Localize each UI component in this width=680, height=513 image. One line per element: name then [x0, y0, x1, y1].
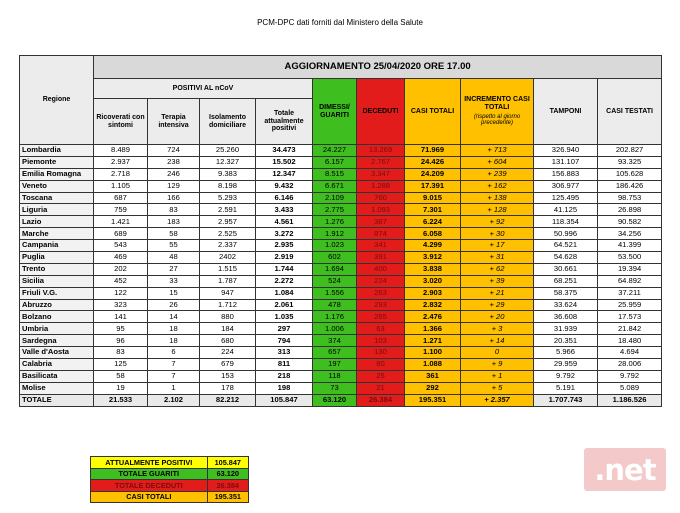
cell-ricoverati: 96: [94, 335, 148, 347]
table-row: [20, 382, 662, 394]
cell-isolamento: 9.383: [200, 168, 256, 180]
cell-incremento: + 20: [461, 311, 534, 323]
cell-deceduti: 387: [357, 216, 405, 228]
cell-casi-totali: 71.969: [405, 145, 461, 157]
cell-totale-positivi: 12.347: [256, 168, 313, 180]
cell-incremento: + 62: [461, 263, 534, 275]
summary-value: 105.847: [207, 457, 248, 469]
cell-deceduti: 25: [357, 370, 405, 382]
cell-totale-positivi: 15.502: [256, 156, 313, 168]
header-incremento: [461, 79, 534, 145]
cell-isolamento: 1.515: [200, 263, 256, 275]
table-row: [20, 275, 662, 287]
cell-incremento: + 21: [461, 287, 534, 299]
cell-terapia: 238: [148, 156, 200, 168]
summary-label: TOTALE GUARITI: [91, 468, 208, 480]
cell-isolamento: 1.787: [200, 275, 256, 287]
table-row: [20, 335, 662, 347]
cell-incremento: + 128: [461, 204, 534, 216]
cell-terapia: 183: [148, 216, 200, 228]
cell-terapia: 14: [148, 311, 200, 323]
cell-terapia: 26: [148, 299, 200, 311]
cell-dimessi: 197: [313, 359, 357, 371]
cell-totale-positivi: 811: [256, 359, 313, 371]
cell-casi-testati: 105.628: [598, 168, 662, 180]
cell-isolamento: 2.957: [200, 216, 256, 228]
source-caption: PCM-DPC dati forniti dal Ministero della Salute: [257, 18, 423, 27]
cell-isolamento: 82.212: [200, 394, 256, 406]
table-row: [20, 240, 662, 252]
cell-ricoverati: 141: [94, 311, 148, 323]
cell-tamponi: 5.966: [534, 347, 598, 359]
cell-casi-testati: 98.753: [598, 192, 662, 204]
cell-dimessi: 63.120: [313, 394, 357, 406]
cell-casi-testati: 41.399: [598, 240, 662, 252]
cell-tamponi: 29.959: [534, 359, 598, 371]
header-tamponi: TAMPONI: [534, 79, 598, 145]
cell-tamponi: 306.977: [534, 180, 598, 192]
cell-casi-totali: 3.020: [405, 275, 461, 287]
header-isolamento: Isolamento domiciliare: [200, 99, 256, 145]
cell-dimessi: 6.671: [313, 180, 357, 192]
cell-terapia: 7: [148, 370, 200, 382]
cell-terapia: 48: [148, 252, 200, 264]
cell-ricoverati: 125: [94, 359, 148, 371]
cell-terapia: 33: [148, 275, 200, 287]
cell-deceduti: 3.347: [357, 168, 405, 180]
header-dimessi: DIMESSI/ GUARITI: [313, 79, 357, 145]
cell-ricoverati: 2.718: [94, 168, 148, 180]
cell-casi-totali: 195.351: [405, 394, 461, 406]
cell-dimessi: 1.694: [313, 263, 357, 275]
cell-ricoverati: 469: [94, 252, 148, 264]
cell-incremento: + 1: [461, 370, 534, 382]
cell-casi-testati: 93.325: [598, 156, 662, 168]
cell-casi-testati: 4.694: [598, 347, 662, 359]
cell-totale-positivi: 1.084: [256, 287, 313, 299]
cell-totale-positivi: 3.272: [256, 228, 313, 240]
cell-regione: Lombardia: [20, 145, 94, 157]
table-row: [20, 263, 662, 275]
cell-casi-testati: 64.892: [598, 275, 662, 287]
header-ricoverati: Ricoverati con sintomi: [94, 99, 148, 145]
cell-terapia: 724: [148, 145, 200, 157]
cell-ricoverati: 2.937: [94, 156, 148, 168]
cell-ricoverati: 202: [94, 263, 148, 275]
covid-regions-table: [19, 55, 662, 407]
cell-ricoverati: 122: [94, 287, 148, 299]
cell-tamponi: 64.521: [534, 240, 598, 252]
cell-casi-totali: 1.088: [405, 359, 461, 371]
cell-totale-positivi: 105.847: [256, 394, 313, 406]
cell-totale-positivi: 1.035: [256, 311, 313, 323]
cell-tamponi: 41.125: [534, 204, 598, 216]
summary-table: [90, 456, 249, 503]
cell-regione: Bolzano: [20, 311, 94, 323]
table-body: [20, 145, 662, 407]
cell-dimessi: 6.157: [313, 156, 357, 168]
cell-ricoverati: 1.105: [94, 180, 148, 192]
cell-ricoverati: 8.489: [94, 145, 148, 157]
cell-isolamento: 2402: [200, 252, 256, 264]
cell-ricoverati: 21.533: [94, 394, 148, 406]
cell-totale-positivi: 313: [256, 347, 313, 359]
cell-isolamento: 1.712: [200, 299, 256, 311]
cell-regione: Molise: [20, 382, 94, 394]
cell-casi-testati: 202.827: [598, 145, 662, 157]
cell-terapia: 246: [148, 168, 200, 180]
table-total-row: [20, 394, 662, 406]
header-incremento-sub: (rispetto al giorno precedente): [473, 113, 521, 127]
table-title: AGGIORNAMENTO 25/04/2020 ORE 17.00: [94, 56, 662, 79]
cell-deceduti: 760: [357, 192, 405, 204]
cell-casi-testati: 9.792: [598, 370, 662, 382]
cell-terapia: 1: [148, 382, 200, 394]
cell-totale-positivi: 2.935: [256, 240, 313, 252]
cell-isolamento: 8.198: [200, 180, 256, 192]
cell-incremento: + 9: [461, 359, 534, 371]
cell-regione: Basilicata: [20, 370, 94, 382]
cell-incremento: + 5: [461, 382, 534, 394]
cell-regione: Friuli V.G.: [20, 287, 94, 299]
cell-dimessi: 1.912: [313, 228, 357, 240]
cell-casi-testati: 26.898: [598, 204, 662, 216]
cell-casi-totali: 361: [405, 370, 461, 382]
cell-casi-testati: 90.582: [598, 216, 662, 228]
cell-deceduti: 874: [357, 228, 405, 240]
cell-totale-positivi: 9.432: [256, 180, 313, 192]
cell-dimessi: 73: [313, 382, 357, 394]
cell-casi-totali: 292: [405, 382, 461, 394]
cell-casi-testati: 186.426: [598, 180, 662, 192]
cell-dimessi: 524: [313, 275, 357, 287]
table-row: [20, 180, 662, 192]
cell-terapia: 58: [148, 228, 200, 240]
cell-deceduti: 13.269: [357, 145, 405, 157]
cell-deceduti: 293: [357, 299, 405, 311]
header-casi-testati: CASI TESTATI: [598, 79, 662, 145]
table-row: [20, 311, 662, 323]
cell-ricoverati: 1.421: [94, 216, 148, 228]
cell-terapia: 83: [148, 204, 200, 216]
cell-incremento: + 604: [461, 156, 534, 168]
summary-row-guariti: [91, 468, 249, 480]
cell-casi-totali: 2.832: [405, 299, 461, 311]
cell-regione: Umbria: [20, 323, 94, 335]
cell-casi-totali: 2.903: [405, 287, 461, 299]
cell-dimessi: 657: [313, 347, 357, 359]
cell-ricoverati: 323: [94, 299, 148, 311]
cell-regione: Calabria: [20, 359, 94, 371]
table-row: [20, 192, 662, 204]
cell-tamponi: 68.251: [534, 275, 598, 287]
cell-isolamento: 12.327: [200, 156, 256, 168]
cell-tamponi: 33.624: [534, 299, 598, 311]
table-row: [20, 359, 662, 371]
cell-regione: Marche: [20, 228, 94, 240]
cell-isolamento: 178: [200, 382, 256, 394]
cell-ricoverati: 58: [94, 370, 148, 382]
cell-isolamento: 2.591: [200, 204, 256, 216]
cell-terapia: 166: [148, 192, 200, 204]
cell-tamponi: 118.354: [534, 216, 598, 228]
cell-ricoverati: 759: [94, 204, 148, 216]
cell-regione: Valle d'Aosta: [20, 347, 94, 359]
cell-totale-positivi: 2.272: [256, 275, 313, 287]
cell-regione: Sardegna: [20, 335, 94, 347]
cell-totale-positivi: 34.473: [256, 145, 313, 157]
cell-isolamento: 679: [200, 359, 256, 371]
cell-terapia: 18: [148, 323, 200, 335]
cell-totale-positivi: 2.061: [256, 299, 313, 311]
cell-incremento: + 3: [461, 323, 534, 335]
cell-tamponi: 54.628: [534, 252, 598, 264]
cell-incremento: + 29: [461, 299, 534, 311]
cell-dimessi: 1.556: [313, 287, 357, 299]
cell-deceduti: 391: [357, 252, 405, 264]
table-row: [20, 347, 662, 359]
table-row: [20, 145, 662, 157]
cell-ricoverati: 83: [94, 347, 148, 359]
cell-deceduti: 400: [357, 263, 405, 275]
cell-deceduti: 26.384: [357, 394, 405, 406]
table-row: [20, 204, 662, 216]
cell-tamponi: 326.940: [534, 145, 598, 157]
cell-regione: Toscana: [20, 192, 94, 204]
cell-dimessi: 374: [313, 335, 357, 347]
cell-terapia: 15: [148, 287, 200, 299]
cell-deceduti: 1.093: [357, 204, 405, 216]
cell-casi-testati: 18.480: [598, 335, 662, 347]
cell-deceduti: 80: [357, 359, 405, 371]
cell-dimessi: 118: [313, 370, 357, 382]
cell-dimessi: 2.775: [313, 204, 357, 216]
cell-ricoverati: 95: [94, 323, 148, 335]
cell-casi-testati: 53.500: [598, 252, 662, 264]
cell-isolamento: 184: [200, 323, 256, 335]
cell-tamponi: 131.107: [534, 156, 598, 168]
cell-deceduti: 103: [357, 335, 405, 347]
cell-incremento: + 239: [461, 168, 534, 180]
cell-casi-totali: 17.391: [405, 180, 461, 192]
cell-deceduti: 341: [357, 240, 405, 252]
cell-totale-positivi: 4.561: [256, 216, 313, 228]
cell-incremento: + 14: [461, 335, 534, 347]
cell-regione: Liguria: [20, 204, 94, 216]
cell-incremento: + 92: [461, 216, 534, 228]
cell-totale-positivi: 1.744: [256, 263, 313, 275]
cell-dimessi: 478: [313, 299, 357, 311]
cell-casi-testati: 37.211: [598, 287, 662, 299]
cell-terapia: 129: [148, 180, 200, 192]
cell-dimessi: 1.276: [313, 216, 357, 228]
table-row: [20, 252, 662, 264]
cell-incremento: + 31: [461, 252, 534, 264]
table-row: [20, 228, 662, 240]
cell-totale-positivi: 198: [256, 382, 313, 394]
cell-deceduti: 21: [357, 382, 405, 394]
cell-incremento: + 39: [461, 275, 534, 287]
cell-regione: Campania: [20, 240, 94, 252]
cell-casi-testati: 17.573: [598, 311, 662, 323]
header-casi-totali: CASI TOTALI: [405, 79, 461, 145]
cell-regione: Trento: [20, 263, 94, 275]
cell-terapia: 7: [148, 359, 200, 371]
cell-casi-totali: 3.838: [405, 263, 461, 275]
cell-isolamento: 5.293: [200, 192, 256, 204]
cell-isolamento: 680: [200, 335, 256, 347]
cell-deceduti: 263: [357, 287, 405, 299]
cell-tamponi: 9.792: [534, 370, 598, 382]
cell-ricoverati: 19: [94, 382, 148, 394]
cell-isolamento: 947: [200, 287, 256, 299]
cell-casi-totali: 4.299: [405, 240, 461, 252]
summary-label: ATTUALMENTE POSITIVI: [91, 457, 208, 469]
table-row: [20, 287, 662, 299]
cell-deceduti: 1.288: [357, 180, 405, 192]
cell-isolamento: 2.337: [200, 240, 256, 252]
cell-dimessi: 1.023: [313, 240, 357, 252]
cell-ricoverati: 543: [94, 240, 148, 252]
summary-row-positivi: [91, 457, 249, 469]
cell-casi-testati: 34.256: [598, 228, 662, 240]
table-row: [20, 370, 662, 382]
cell-terapia: 27: [148, 263, 200, 275]
cell-isolamento: 880: [200, 311, 256, 323]
cell-casi-totali: 1.100: [405, 347, 461, 359]
cell-isolamento: 2.525: [200, 228, 256, 240]
header-positivi: POSITIVI AL nCoV: [94, 79, 313, 99]
cell-incremento: + 162: [461, 180, 534, 192]
cell-regione: Emilia Romagna: [20, 168, 94, 180]
cell-regione: Sicilia: [20, 275, 94, 287]
cell-casi-totali: 1.271: [405, 335, 461, 347]
header-terapia: Terapia intensiva: [148, 99, 200, 145]
cell-casi-testati: 28.006: [598, 359, 662, 371]
table-row: [20, 299, 662, 311]
cell-totale-positivi: 6.146: [256, 192, 313, 204]
cell-isolamento: 153: [200, 370, 256, 382]
cell-ricoverati: 689: [94, 228, 148, 240]
table-row: [20, 323, 662, 335]
cell-casi-testati: 1.186.526: [598, 394, 662, 406]
cell-dimessi: 1.006: [313, 323, 357, 335]
cell-dimessi: 24.227: [313, 145, 357, 157]
cell-terapia: 55: [148, 240, 200, 252]
cell-tamponi: 125.495: [534, 192, 598, 204]
cell-totale-positivi: 297: [256, 323, 313, 335]
cell-casi-totali: 6.058: [405, 228, 461, 240]
cell-casi-totali: 6.224: [405, 216, 461, 228]
cell-casi-totali: 1.366: [405, 323, 461, 335]
cell-incremento: + 713: [461, 145, 534, 157]
cell-tamponi: 58.375: [534, 287, 598, 299]
cell-casi-totali: 24.426: [405, 156, 461, 168]
cell-casi-testati: 25.959: [598, 299, 662, 311]
cell-terapia: 2.102: [148, 394, 200, 406]
cell-ricoverati: 687: [94, 192, 148, 204]
cell-dimessi: 2.109: [313, 192, 357, 204]
table-row: [20, 156, 662, 168]
table-row: [20, 168, 662, 180]
summary-row-casi: [91, 491, 249, 503]
summary-row-deceduti: [91, 480, 249, 492]
cell-casi-testati: 21.842: [598, 323, 662, 335]
header-deceduti: DECEDUTI: [357, 79, 405, 145]
cell-regione: TOTALE: [20, 394, 94, 406]
cell-terapia: 6: [148, 347, 200, 359]
cell-dimessi: 1.176: [313, 311, 357, 323]
cell-isolamento: 25.260: [200, 145, 256, 157]
summary-value: 63.120: [207, 468, 248, 480]
watermark-logo: .net: [584, 448, 666, 491]
cell-ricoverati: 452: [94, 275, 148, 287]
cell-regione: Lazio: [20, 216, 94, 228]
header-regione: Regione: [20, 56, 94, 145]
summary-value: 195.351: [207, 491, 248, 503]
summary-value: 26.384: [207, 480, 248, 492]
cell-tamponi: 50.996: [534, 228, 598, 240]
cell-deceduti: 265: [357, 311, 405, 323]
cell-tamponi: 20.351: [534, 335, 598, 347]
header-incremento-label: INCREMENTO CASI TOTALI: [464, 96, 530, 111]
cell-deceduti: 130: [357, 347, 405, 359]
cell-casi-totali: 7.301: [405, 204, 461, 216]
cell-casi-totali: 3.912: [405, 252, 461, 264]
cell-deceduti: 2.767: [357, 156, 405, 168]
cell-terapia: 18: [148, 335, 200, 347]
cell-tamponi: 31.939: [534, 323, 598, 335]
cell-casi-totali: 24.209: [405, 168, 461, 180]
cell-incremento: 0: [461, 347, 534, 359]
cell-deceduti: 63: [357, 323, 405, 335]
summary-label: TOTALE DECEDUTI: [91, 480, 208, 492]
table-row: [20, 216, 662, 228]
cell-regione: Abruzzo: [20, 299, 94, 311]
cell-totale-positivi: 794: [256, 335, 313, 347]
cell-casi-testati: 19.394: [598, 263, 662, 275]
cell-casi-totali: 9.015: [405, 192, 461, 204]
cell-incremento: + 138: [461, 192, 534, 204]
cell-totale-positivi: 2.919: [256, 252, 313, 264]
cell-tamponi: 30.661: [534, 263, 598, 275]
cell-regione: Piemonte: [20, 156, 94, 168]
header-totale-positivi: Totale attualmente positivi: [256, 99, 313, 145]
cell-casi-totali: 2.476: [405, 311, 461, 323]
cell-regione: Veneto: [20, 180, 94, 192]
cell-casi-testati: 5.089: [598, 382, 662, 394]
cell-tamponi: 1.707.743: [534, 394, 598, 406]
cell-deceduti: 224: [357, 275, 405, 287]
cell-tamponi: 156.883: [534, 168, 598, 180]
cell-incremento: + 2.357: [461, 394, 534, 406]
cell-totale-positivi: 3.433: [256, 204, 313, 216]
cell-incremento: + 30: [461, 228, 534, 240]
cell-totale-positivi: 218: [256, 370, 313, 382]
cell-isolamento: 224: [200, 347, 256, 359]
cell-regione: Puglia: [20, 252, 94, 264]
cell-dimessi: 602: [313, 252, 357, 264]
cell-tamponi: 36.608: [534, 311, 598, 323]
summary-label: CASI TOTALI: [91, 491, 208, 503]
cell-tamponi: 5.191: [534, 382, 598, 394]
cell-dimessi: 8.515: [313, 168, 357, 180]
cell-incremento: + 17: [461, 240, 534, 252]
